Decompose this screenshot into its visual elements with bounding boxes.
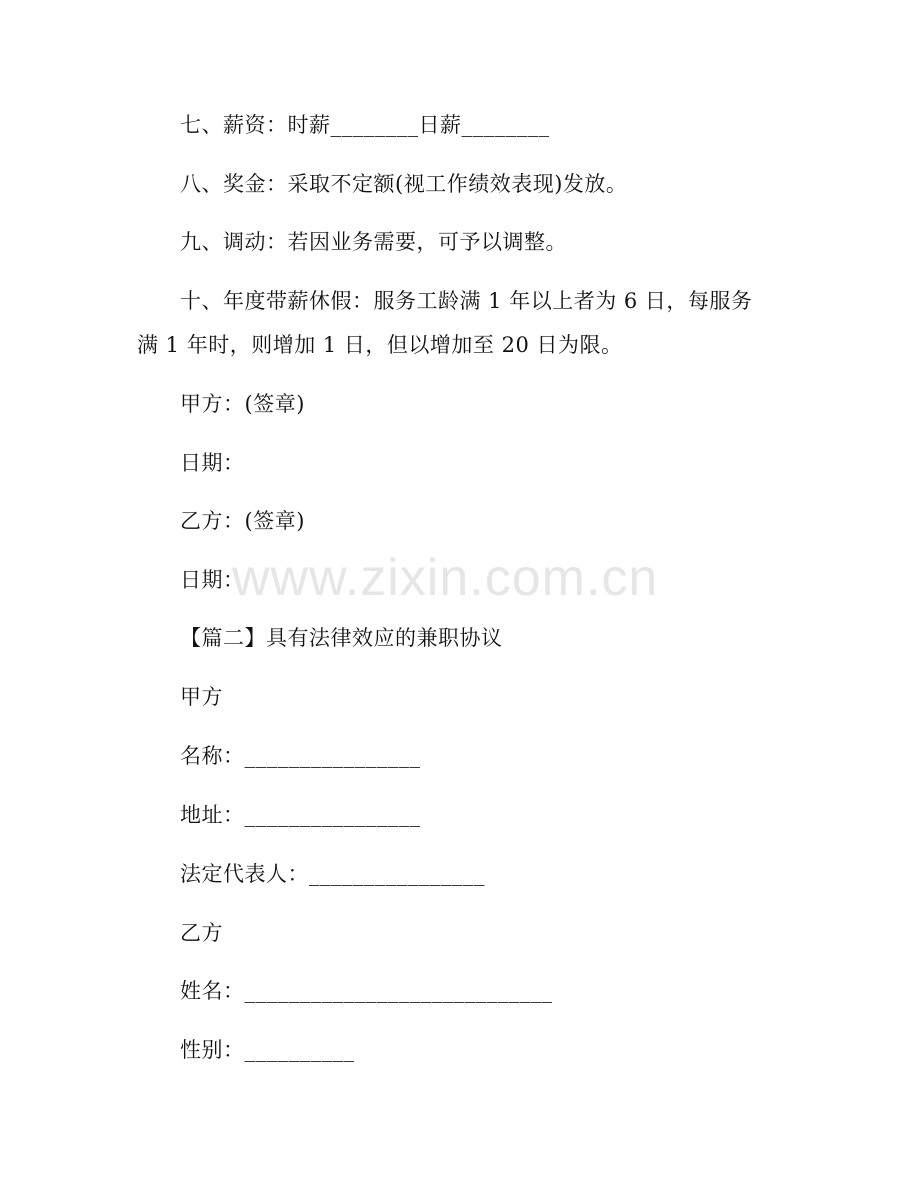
section-heading: 【篇二】具有法律效应的兼职协议: [180, 626, 503, 650]
watermark: www.zixin.com.cn: [232, 549, 659, 607]
legal-representative-field: 法定代表人：________________: [180, 862, 485, 886]
party-a-heading: 甲方: [180, 685, 223, 709]
paid-leave-line: 十、年度带薪休假：服务工龄满 1 年以上者为 6 日，每服务: [180, 289, 753, 313]
salary-line: 七、薪资：时薪________日薪________: [180, 113, 550, 137]
party-b-signature: 乙方：(签章): [180, 509, 305, 533]
party-b-heading: 乙方: [180, 921, 223, 945]
bonus-line: 八、奖金：采取不定额(视工作绩效表现)发放。: [180, 172, 628, 196]
paid-leave-line-continued: 满 1 年时，则增加 1 日，但以增加至 20 日为限。: [137, 333, 623, 357]
person-name-field: 姓名：____________________________: [180, 979, 553, 1003]
address-field: 地址：________________: [180, 803, 421, 827]
party-a-signature: 甲方：(签章): [180, 392, 305, 416]
party-b-date: 日期：: [180, 568, 245, 592]
name-field: 名称：________________: [180, 744, 421, 768]
gender-field: 性别：__________: [180, 1038, 355, 1062]
party-a-date: 日期：: [180, 451, 245, 475]
transfer-line: 九、调动：若因业务需要，可予以调整。: [180, 230, 567, 254]
